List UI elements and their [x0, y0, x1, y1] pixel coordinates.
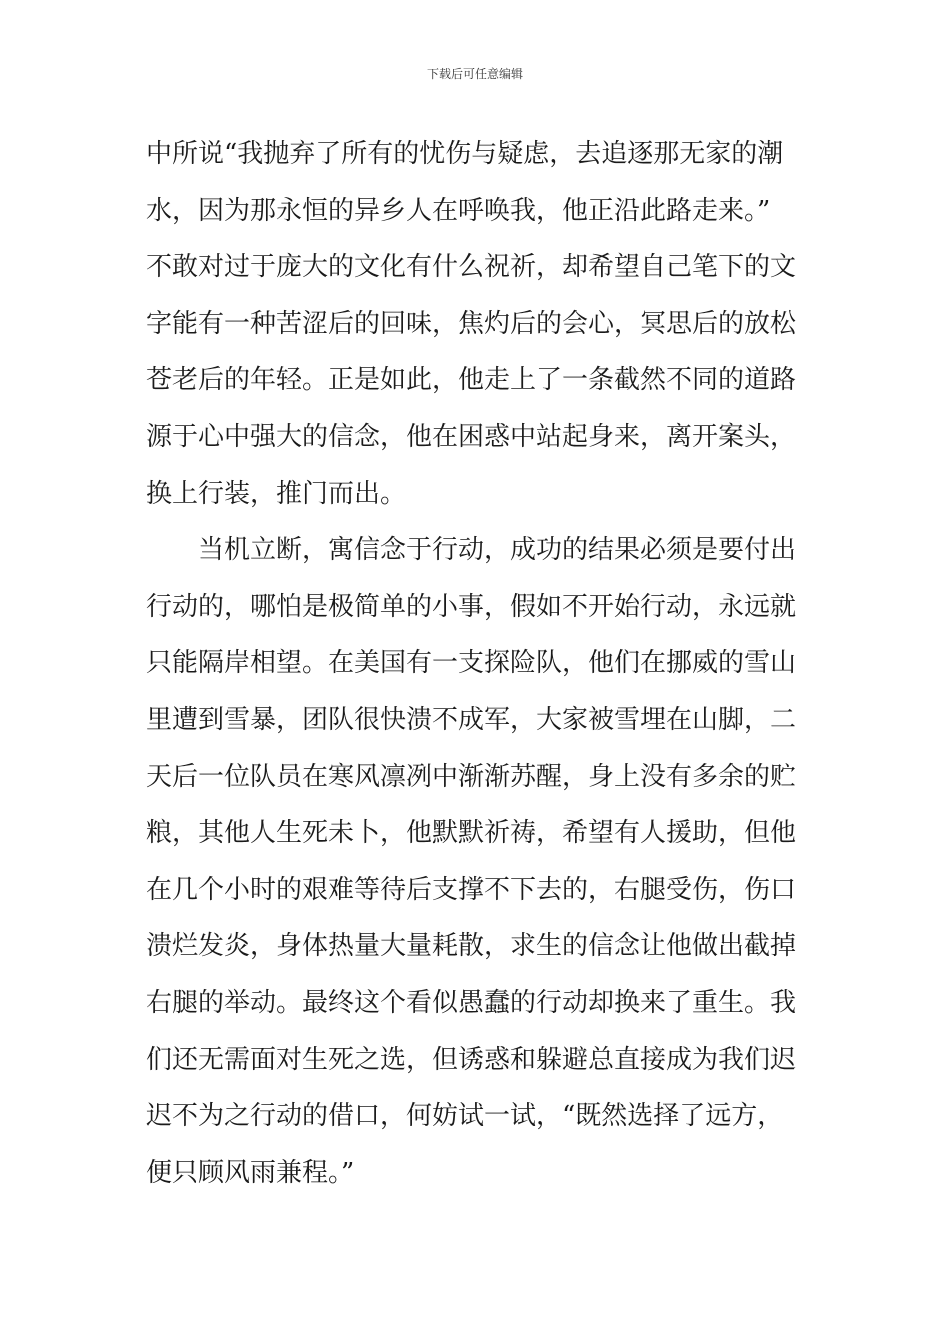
- paragraph-line: 迟不为之行动的借口，何妨试一试，“既然选择了远方，: [146, 1101, 784, 1132]
- page-header: 下载后可任意编辑: [426, 67, 523, 81]
- paragraph-line: 天后一位队员在寒风凛冽中渐渐苏醒，身上没有多余的贮: [146, 761, 797, 792]
- paragraph-line: 只能隔岸相望。在美国有一支探险队，他们在挪威的雪山: [146, 648, 797, 679]
- paragraph-line: 右腿的举动。最终这个看似愚蠢的行动却换来了重生。我: [146, 987, 797, 1018]
- paragraph-line: 当机立断，寓信念于行动，成功的结果必须是要付出: [198, 535, 797, 566]
- paragraph-line: 们还无需面对生死之选，但诱惑和躲避总直接成为我们迟: [146, 1044, 797, 1075]
- paragraph-line: 换上行装，推门而出。: [146, 478, 407, 509]
- paragraph-line: 字能有一种苦涩后的回味，焦灼后的会心，冥思后的放松: [146, 308, 797, 339]
- paragraph-line: 苍老后的年轻。正是如此，他走上了一条截然不同的道路: [146, 365, 797, 396]
- paragraph-2: [146, 522, 810, 1201]
- paragraph-line: 在几个小时的艰难等待后支撑不下去的，右腿受伤，伤口: [146, 874, 797, 905]
- paragraph-line: 溃烂发炎，身体热量大量耗散，求生的信念让他做出截掉: [146, 931, 797, 962]
- paragraph-line: 行动的，哪怕是极简单的小事，假如不开始行动，永远就: [146, 591, 797, 622]
- paragraph-line: 便只顾风雨兼程。”: [146, 1157, 355, 1188]
- paragraph-line: 中所说“我抛弃了所有的忧伤与疑虑，去追逐那无家的潮: [146, 139, 784, 169]
- paragraph-line: 粮，其他人生死未卜，他默默祈祷，希望有人援助，但他: [146, 818, 797, 849]
- paragraph-line: 水，因为那永恒的异乡人在呼唤我，他正沿此路走来。”: [146, 195, 771, 226]
- document-body: [146, 126, 810, 1201]
- paragraph-line: 里遭到雪暴，团队很快溃不成军，大家被雪埋在山脚，二: [146, 704, 797, 735]
- paragraph-line: 源于心中强大的信念，他在困惑中站起身来，离开案头，: [146, 421, 797, 452]
- paragraph-1: [146, 126, 810, 522]
- paragraph-line: 不敢对过于庞大的文化有什么祝祈，却希望自己笔下的文: [146, 252, 797, 283]
